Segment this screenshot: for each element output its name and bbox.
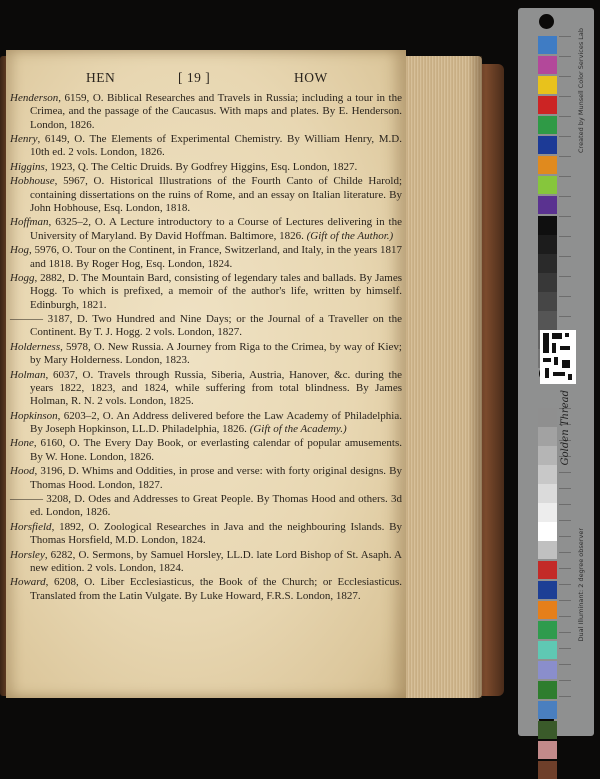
color-patch [538, 176, 557, 194]
catalog-entry [10, 216, 402, 243]
catalog-entry [10, 92, 402, 132]
entry-text: , 6160, O. The Every Day Book, or everlasting calendar of popular amusements. By W. Hone. London, 1826. [30, 437, 402, 463]
gray-patch [538, 522, 557, 541]
gray-patch [538, 273, 557, 292]
author-name: Horsfield [10, 520, 52, 533]
patch-label [559, 96, 571, 115]
author-name: Hood [10, 465, 35, 478]
book-page [6, 50, 406, 698]
entry-text: , 6282, O. Sermons, by Samuel Horsley, LL.D. late Lord Bishop of St. Asaph. A new edition. 2 vols. London, 1824. [30, 548, 402, 574]
catalog-entry [10, 313, 402, 340]
catalog-entries [10, 92, 402, 604]
catalog-entry [10, 437, 402, 464]
patch-label [559, 276, 571, 295]
entry-text: , 6325–2, O. A Lecture introductory to a Course of Lectures delivering in the University of Maryland. By David Hoffman. Baltimore, 1826. [30, 216, 402, 242]
color-patch [538, 76, 557, 94]
author-name: ——— [10, 313, 43, 326]
page-edges [402, 56, 482, 698]
patch-label [559, 236, 571, 255]
patch-label [559, 36, 571, 55]
color-patch [538, 56, 557, 74]
patch-label [559, 696, 571, 715]
color-patch [538, 641, 557, 659]
entry-text: , 5976, O. Tour on the Continent, in France, Switzerland, and Italy, in the years 1817 and 1818. By Roger Hog, Esq. London, 1824. [28, 244, 402, 270]
color-patch [538, 116, 557, 134]
author-name: Horsley [10, 548, 45, 561]
gift-note: (Gift of the Author.) [303, 229, 394, 242]
patch-label [559, 176, 571, 195]
entry-text: 3187, D. Two Hundred and Nine Days; or the Journal of a Traveller on the Continent. By T. J. Hogg. 2 vols. London, 1827. [30, 313, 402, 339]
patch-label [559, 296, 571, 315]
patch-label [559, 136, 571, 155]
color-patch [538, 541, 557, 559]
author-name: Hoffman [10, 216, 49, 229]
header-right: HOW [294, 70, 328, 85]
entry-text: 3208, D. Odes and Addresses to Great People. By Thomas Hood and others. 3d ed. London, 1826. [30, 493, 402, 519]
entry-text: , 6149, O. The Elements of Experimental Chemistry. By William Henry, M.D. 10th ed. 2 vols. London, 1826. [30, 133, 402, 159]
gray-patch [538, 292, 557, 311]
gray-patch [538, 216, 557, 235]
author-name: Henry [10, 133, 38, 146]
entry-text: , 5978, O. New Russia. A Journey from Riga to the Crimea, by way of Kiev; by Mary Holderness. London, 1823. [30, 340, 402, 367]
catalog-entry [10, 369, 402, 409]
color-patch [538, 721, 557, 739]
catalog-entry [10, 521, 402, 548]
color-patch [538, 96, 557, 114]
author-name: Hogg [10, 271, 35, 284]
entry-text: , 6159, O. Biblical Researches and Travels in Russia; including a tour in the Crimea, and the passage of the Caucasus. With maps and plates. By E. Henderson. London, 1826. [30, 92, 402, 131]
patch-label [559, 56, 571, 75]
header-left: HEN [86, 70, 116, 85]
author-name: ——— [10, 493, 43, 506]
color-patch [538, 196, 557, 214]
catalog-entry [10, 465, 402, 492]
strip-side-label: Created by Munsell Color Services Lab [577, 28, 585, 153]
color-patch [538, 681, 557, 699]
gray-patch [538, 503, 557, 522]
catalog-entry [10, 576, 402, 603]
patch-label [559, 156, 571, 175]
catalog-entry [10, 549, 402, 576]
entry-text: , 6208, O. Liber Ecclesiasticus, the Book of the Church; or Ecclesiasticus. Translated from the Latin Vulgate. By Luke Howard, F.R.S. London, 1827. [30, 576, 402, 602]
catalog-entry [10, 341, 402, 368]
color-patch [538, 601, 557, 619]
running-header [86, 70, 386, 90]
golden-thread-label: Golden Thread [560, 390, 571, 466]
patch-label [559, 256, 571, 275]
gray-patch [538, 465, 557, 484]
gray-patch [538, 235, 557, 254]
author-name: Holman [10, 368, 46, 381]
catalog-entry [10, 410, 402, 437]
page-number: [ 19 ] [178, 70, 211, 85]
author-name: Hobhouse [10, 175, 55, 188]
author-name: Holderness [10, 340, 61, 353]
color-patch [538, 36, 557, 54]
strip-bottom-label: Dual Illuminant: 2 degree observer [577, 528, 585, 642]
author-name: Hone [10, 437, 34, 450]
patch-label [559, 216, 571, 235]
color-patch [538, 741, 557, 759]
gray-patch [538, 254, 557, 273]
catalog-entry [10, 493, 402, 520]
gray-patch [538, 427, 557, 446]
catalog-entry [10, 133, 402, 160]
catalog-entry [10, 161, 402, 174]
gray-patch [538, 311, 557, 330]
registration-target [540, 330, 576, 384]
color-patch [538, 136, 557, 154]
color-patch [538, 156, 557, 174]
strip-hole [539, 14, 554, 29]
patch-label [559, 196, 571, 215]
color-patch [538, 661, 557, 679]
gray-patch [538, 446, 557, 465]
gray-patch [538, 408, 557, 427]
author-name: Howard [10, 576, 46, 589]
color-patch [538, 621, 557, 639]
entry-text: , 1892, O. Zoological Researches in Java and the neighbouring Islands. By Thomas Horsfield, M.D. London, 1824. [30, 520, 402, 547]
author-name: Hog [10, 244, 29, 257]
patch-label [559, 116, 571, 135]
color-patch [538, 701, 557, 719]
gray-patch [538, 484, 557, 503]
author-name: Hopkinson [10, 409, 58, 422]
entry-text: , 2882, D. The Mountain Bard, consisting of legendary tales and ballads. By James Hogg. To which is prefixed, a memoir of the author's life, written by himself. Edinburgh, 1821. [30, 271, 402, 311]
catalog-entry [10, 244, 402, 271]
author-name: Henderson [10, 92, 59, 104]
entry-text: , 1923, Q. The Celtic Druids. By Godfrey Higgins, Esq. London, 1827. [44, 160, 358, 173]
book [0, 50, 505, 702]
entry-text: , 3196, D. Whims and Oddities, in prose and verse: with forty original designs. By Thomas Hood. London, 1827. [30, 465, 402, 491]
catalog-entry [10, 175, 402, 215]
color-patch [538, 581, 557, 599]
author-name: Higgins [10, 160, 45, 173]
entry-text: , 6037, O. Travels through Russia, Siberia, Austria, Hanover, &c. during the years 1822, 1823, and 1824, while suffering from total blindness. By James Holman, R. N. 2 vols. London, 1825. [30, 368, 402, 408]
color-patch [538, 561, 557, 579]
entry-text: , 5967, O. Historical Illustrations of the Fourth Canto of Childe Harold; containing dissertations on the ruins of Rome, and an essay on Italian literature. By John Hobhouse, Esq. London, 1818. [30, 175, 402, 214]
entry-text: , 6203–2, O. An Address delivered before the Law Academy of Philadelphia. By Joseph Hopkinson, LL.D. Philadelphia, 1826. [30, 409, 402, 435]
color-patch [538, 761, 557, 779]
patch-label [559, 76, 571, 95]
gift-note: (Gift of the Academy.) [246, 423, 347, 435]
catalog-entry [10, 272, 402, 312]
